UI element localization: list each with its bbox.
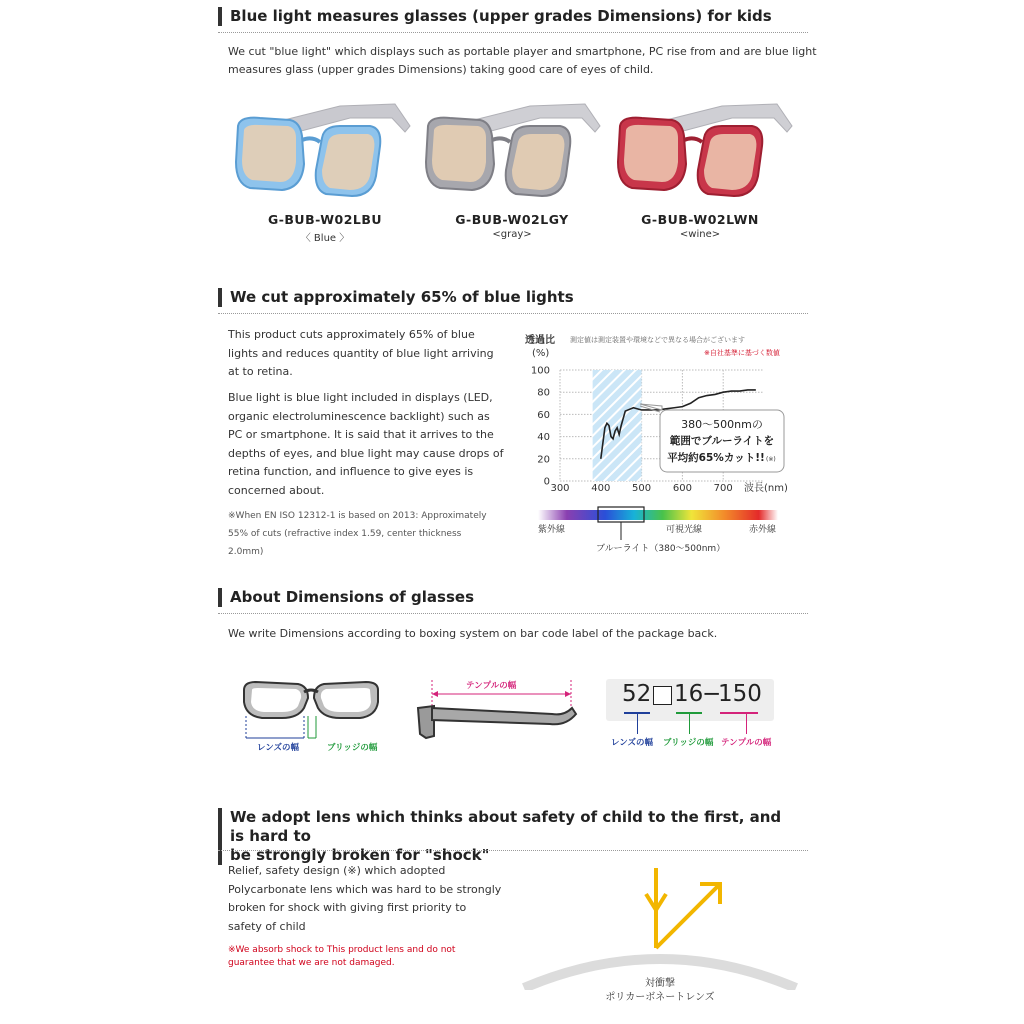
section3-divider [218, 613, 808, 614]
blue-light-range-highlight [593, 370, 642, 481]
callout-mark: (※) [766, 456, 776, 463]
size-code-dash: − [702, 681, 722, 707]
x-tick-label: 300 [550, 483, 570, 494]
section1-title: Blue light measures glasses (upper grades Dimensions) for kids [218, 7, 772, 26]
chart-ylabel-line2: (%) [532, 348, 550, 359]
x-tick-label: 600 [672, 483, 692, 494]
callout-line2: 範囲でブルーライトを [669, 435, 775, 447]
x-tick-label: 400 [591, 483, 611, 494]
product-color-wine: <wine> [679, 229, 721, 240]
section4-p-line4: safety of child [228, 919, 306, 933]
callout-line1: 380～500nmの [681, 418, 763, 431]
spectrum-bar [538, 510, 778, 520]
spectrum-label-visible: 可視光線 [666, 525, 703, 535]
size-code-temple-underline [720, 712, 758, 714]
product-code-gray: G-BUB-W02LGY [455, 212, 569, 227]
spectrum-label-ir: 赤外線 [749, 525, 777, 535]
section4-p-line3: broken for shock with giving first priority to [228, 901, 467, 914]
x-tick-label: 700 [713, 483, 733, 494]
section2-p1-line1: This product cuts approximately 65% of blue [228, 328, 475, 341]
size-code-bridge: 16 [674, 681, 704, 707]
section2-p2-line4: depths of eyes, and blue light may cause drops of [228, 446, 504, 460]
product-image-blue[interactable] [230, 96, 420, 210]
section2-p2-line5: retina function, and influence to give eyes is [228, 465, 474, 478]
product-color-gray: <gray> [492, 229, 532, 240]
section4-red-note-line2: guarantee that we are not damaged. [228, 958, 395, 968]
size-code-temple: 150 [718, 681, 762, 707]
front-lens-width-label: レンズの幅 [257, 743, 300, 753]
spectrum-label-bluelight: ブルーライト（380～500nm） [596, 544, 726, 554]
size-code-bridge-leader [689, 714, 690, 734]
chart-ylabel-line1: 透過比 [525, 335, 555, 346]
section2-p1-line3: at to retina. [228, 365, 293, 378]
code-bridge-label: ブリッジの幅 [663, 738, 714, 748]
section4-title-line2: be strongly broken for "shock" [230, 846, 490, 864]
section4-title-line1: We adopt lens which thinks about safety of child to the first, and is hard to [230, 808, 782, 845]
section2-p2-line6: concerned about. [228, 483, 325, 497]
section2-divider [218, 313, 808, 314]
section4-divider [218, 850, 808, 851]
section3-title: About Dimensions of glasses [218, 588, 474, 607]
section2-note-line2: 55% of cuts (refractive index 1.59, center thickness [228, 529, 462, 539]
y-tick-label: 40 [537, 432, 550, 444]
section2-note-line3: 2.0mm) [228, 547, 264, 557]
front-bridge-width-label: ブリッジの幅 [327, 743, 378, 753]
x-tick-label: 500 [632, 483, 652, 494]
section4-title [218, 808, 800, 865]
section2-p2-line2: organic electroluminescence backlight) such as [228, 409, 490, 423]
section4-p-line2: Polycarbonate lens which was hard to be strongly [228, 882, 502, 896]
side-temple-label: テンプルの幅 [466, 681, 517, 691]
y-tick-label: 60 [537, 409, 550, 421]
product-code-wine: G-BUB-W02LWN [641, 212, 759, 227]
section4-red-note-line1: ※We absorb shock to This product lens and do not [228, 945, 456, 955]
chart-note-red: ※自社基準に基づく数値 [704, 349, 780, 357]
transmittance-chart [520, 326, 810, 556]
code-lens-label: レンズの幅 [611, 738, 654, 748]
section2-title: We cut approximately 65% of blue lights [218, 288, 574, 307]
size-code-temple-leader [746, 714, 747, 734]
y-tick-label: 80 [537, 387, 550, 399]
callout-box [640, 404, 784, 472]
size-code-box-icon [653, 686, 672, 705]
product-color-blue: 〈 Blue 〉 [300, 233, 350, 244]
section1-intro-line2: measures glass (upper grades Dimensions) taking good care of eyes of child. [228, 63, 654, 76]
lens-label-line1: 対衝撃 [645, 978, 675, 989]
y-tick-label: 0 [543, 476, 550, 488]
deflect-arrow-icon [656, 884, 720, 948]
code-temple-label: テンプルの幅 [721, 738, 772, 748]
section1-intro-line1: We cut "blue light" which displays such as portable player and smartphone, PC rise from and are blue light [228, 45, 817, 58]
product-code-blue: G-BUB-W02LBU [267, 212, 383, 227]
product-image-wine[interactable] [612, 96, 802, 210]
callout-line3: 平均約65%カット!! [667, 452, 765, 464]
y-tick-label: 20 [537, 454, 550, 466]
chart-note-gray: 測定値は測定装置や環境などで異なる場合がございます [570, 336, 745, 344]
section2-note-line1: ※When EN ISO 12312-1 is based on 2013: Approximately [228, 511, 487, 521]
spectrum-label-uv: 紫外線 [538, 525, 566, 535]
section3-intro: We write Dimensions according to boxing system on bar code label of the package back. [228, 627, 718, 640]
product-image-gray[interactable] [420, 96, 610, 210]
size-code-lens-leader [637, 714, 638, 734]
section1-divider [218, 32, 808, 33]
lens-label-line2: ポリカーボネートレンズ [605, 992, 715, 1003]
y-tick-label: 100 [530, 365, 550, 377]
chart-xlabel: 波長(nm) [744, 483, 788, 494]
impact-arrow-icon [646, 868, 666, 948]
section2-p1-line2: lights and reduces quantity of blue light arriving [228, 346, 494, 360]
section2-p2-line3: PC or smartphone. It is said that it arrives to the [228, 428, 494, 441]
section4-p-line1: Relief, safety design (※) which adopted [228, 864, 446, 877]
section2-p2-line1: Blue light is blue light included in displays (LED, [228, 391, 493, 404]
size-code-lens: 52 [622, 681, 652, 707]
